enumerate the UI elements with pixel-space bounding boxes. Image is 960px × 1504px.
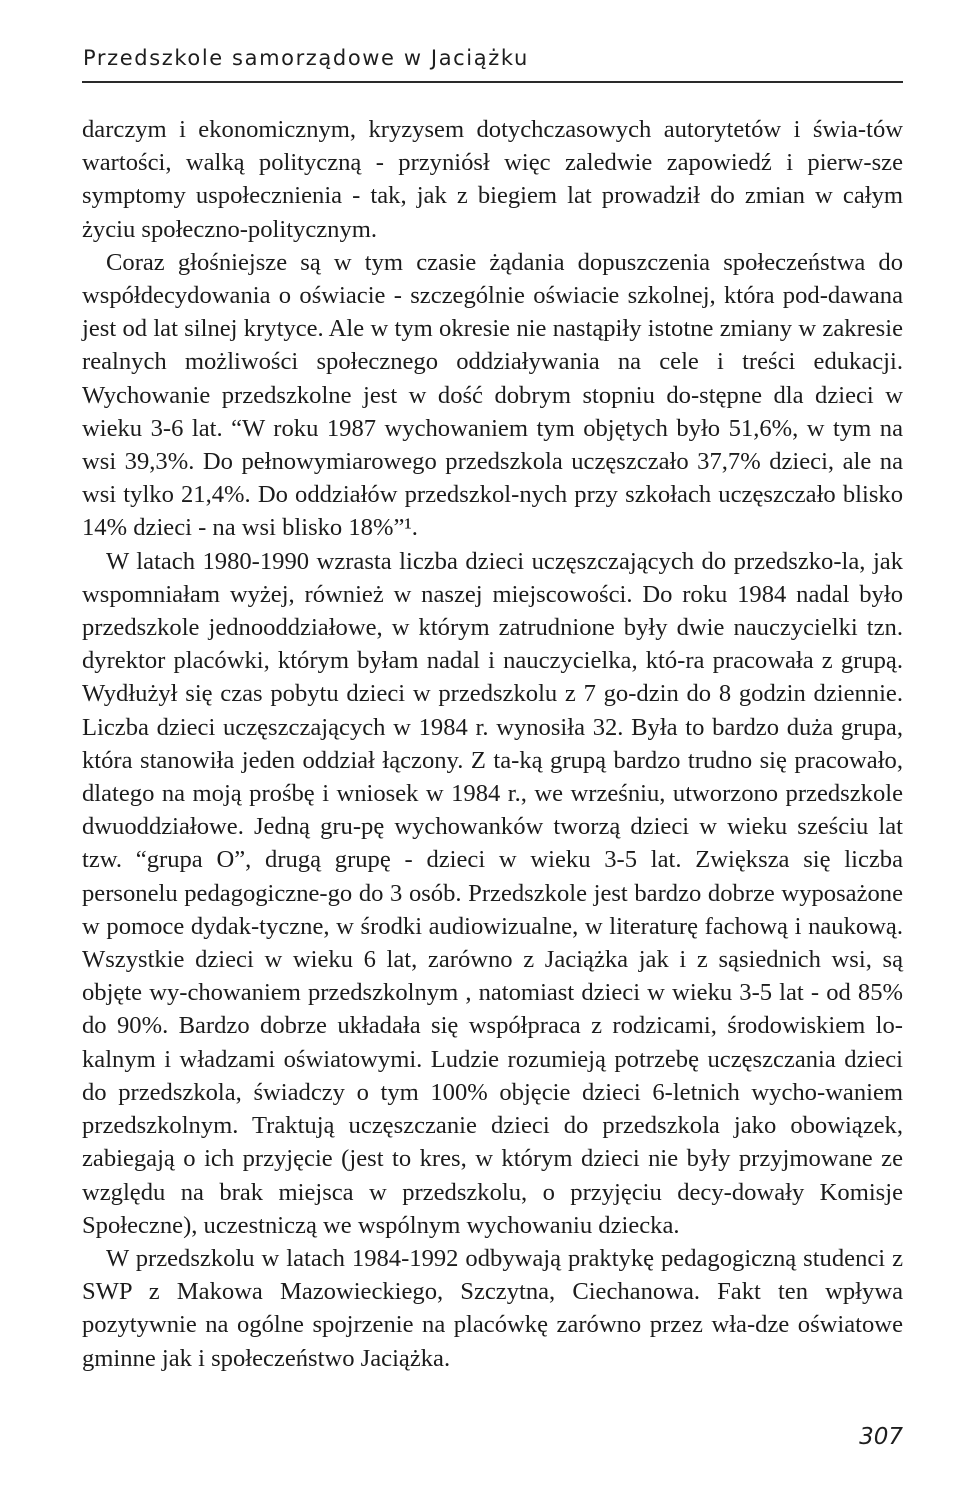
header-rule [82, 81, 903, 83]
paragraph-democratization-demands: Coraz głośniejsze są w tym czasie żądania dopuszczenia społeczeństwa do współdecydowania o oświacie - szczególnie oświacie szkolnej, która pod-dawana jest od lat silnej krytyce. Ale w tym okresie nie nastąpiły istotne zmiany w zakresie realnych możliwości społecznego oddziaływania na cele i treści edukacji. Wychowanie przedszkolne jest w dość dobrym stopniu do-stępne dla dzieci w wieku 3-6 lat. “W roku 1987 wychowaniem tym objętych było 51,6%, w tym na wsi 39,3%. Do pełnowymiarowego przedszkola uczęszczało 37,7% dzieci, ale na wsi tylko 21,4%. Do oddziałów przedszkol-nych przy szkołach uczęszczało blisko 14% dzieci - na wsi blisko 18%”¹. [82, 248, 903, 542]
paragraph-student-practice: W przedszkolu w latach 1984-1992 odbywają praktykę pedagogiczną studenci z SWP z Makowa Mazowieckiego, Szczytna, Ciechanowa. Fakt ten wpływa pozytywnie na ogólne spojrzenie na placówkę zarówno przez wła-dze oświatowe gminne jak i społeczeństwo Jaciążka. [82, 1244, 903, 1372]
body-text [82, 113, 903, 1375]
page-number: 307 [859, 1424, 903, 1450]
paragraph-enrollment-growth: W latach 1980-1990 wzrasta liczba dzieci uczęszczających do przedszko-la, jak wspomniałam wyżej, również w naszej miejscowości. Do roku 1984 nadal było przedszkole jednooddziałowe, w którym zatrudnione były dwie nauczycielki tzn. dyrektor placówki, którym byłam nadal i nauczycielka, któ-ra pracowała z grupą. Wydłużył się czas pobytu dzieci w przedszkolu z 7 go-dzin do 8 godzin dziennie. Liczba dzieci uczęszczających w 1984 r. wynosiła 32. Była to bardzo duża grupa, która stanowiła jeden oddział łączony. Z ta-ką grupą bardzo trudno się pracowało, dlatego na moją prośbę i wniosek w 1984 r., we wrześniu, utworzono przedszkole dwuoddziałowe. Jedną gru-pę wychowanków tworzą dzieci w wieku sześciu lat tzw. “grupa O”, drugą grupę - dzieci w wieku 3-5 lat. Zwiększa się liczba personelu pedagogiczne-go do 3 osób. Przedszkole jest bardzo dobrze wyposażone w pomoce dydak-tyczne, w środki audiowizualne, w literaturę fachową i naukową. Wszystkie dzieci w wieku 6 lat, zarówno z Jaciążka jak i z sąsiednich wsi, są objęte wy-chowaniem przedszkolnym , natomiast dzieci w wieku 3-5 lat - od 85% do 90%. Bardzo dobrze układała się współpraca z rodzicami, środowiskiem lo-kalnym i władzami oświatowymi. Ludzie rozumieją potrzebę uczęszczania dzieci do przedszkola, świadczy o tym 100% objęcie dzieci 6-letnich wycho-waniem przedszkolnym. Traktują uczęszczanie dzieci do przedszkola jako obowiązek, zabiegają o ich przyjęcie (jest to kres, w którym dzieci nie były przyjmowane ze względu na brak miejsca w przedszkolu, o przyjęciu decy-dowały Komisje Społeczne), uczestniczą we wspólnym wychowaniu dziecka. [82, 547, 903, 1239]
paragraph-continued: darczym i ekonomicznym, kryzysem dotychczasowych autorytetów i świa-tów wartości, walką polityczną - przyniósł więc zaledwie zapowiedź i pierw-sze symptomy uspołecznienia - tak, jak z biegiem lat prowadził do zmian w całym życiu społeczno-politycznym. [82, 116, 903, 243]
running-head-title: Przedszkole samorządowe w Jaciążku [83, 46, 529, 70]
